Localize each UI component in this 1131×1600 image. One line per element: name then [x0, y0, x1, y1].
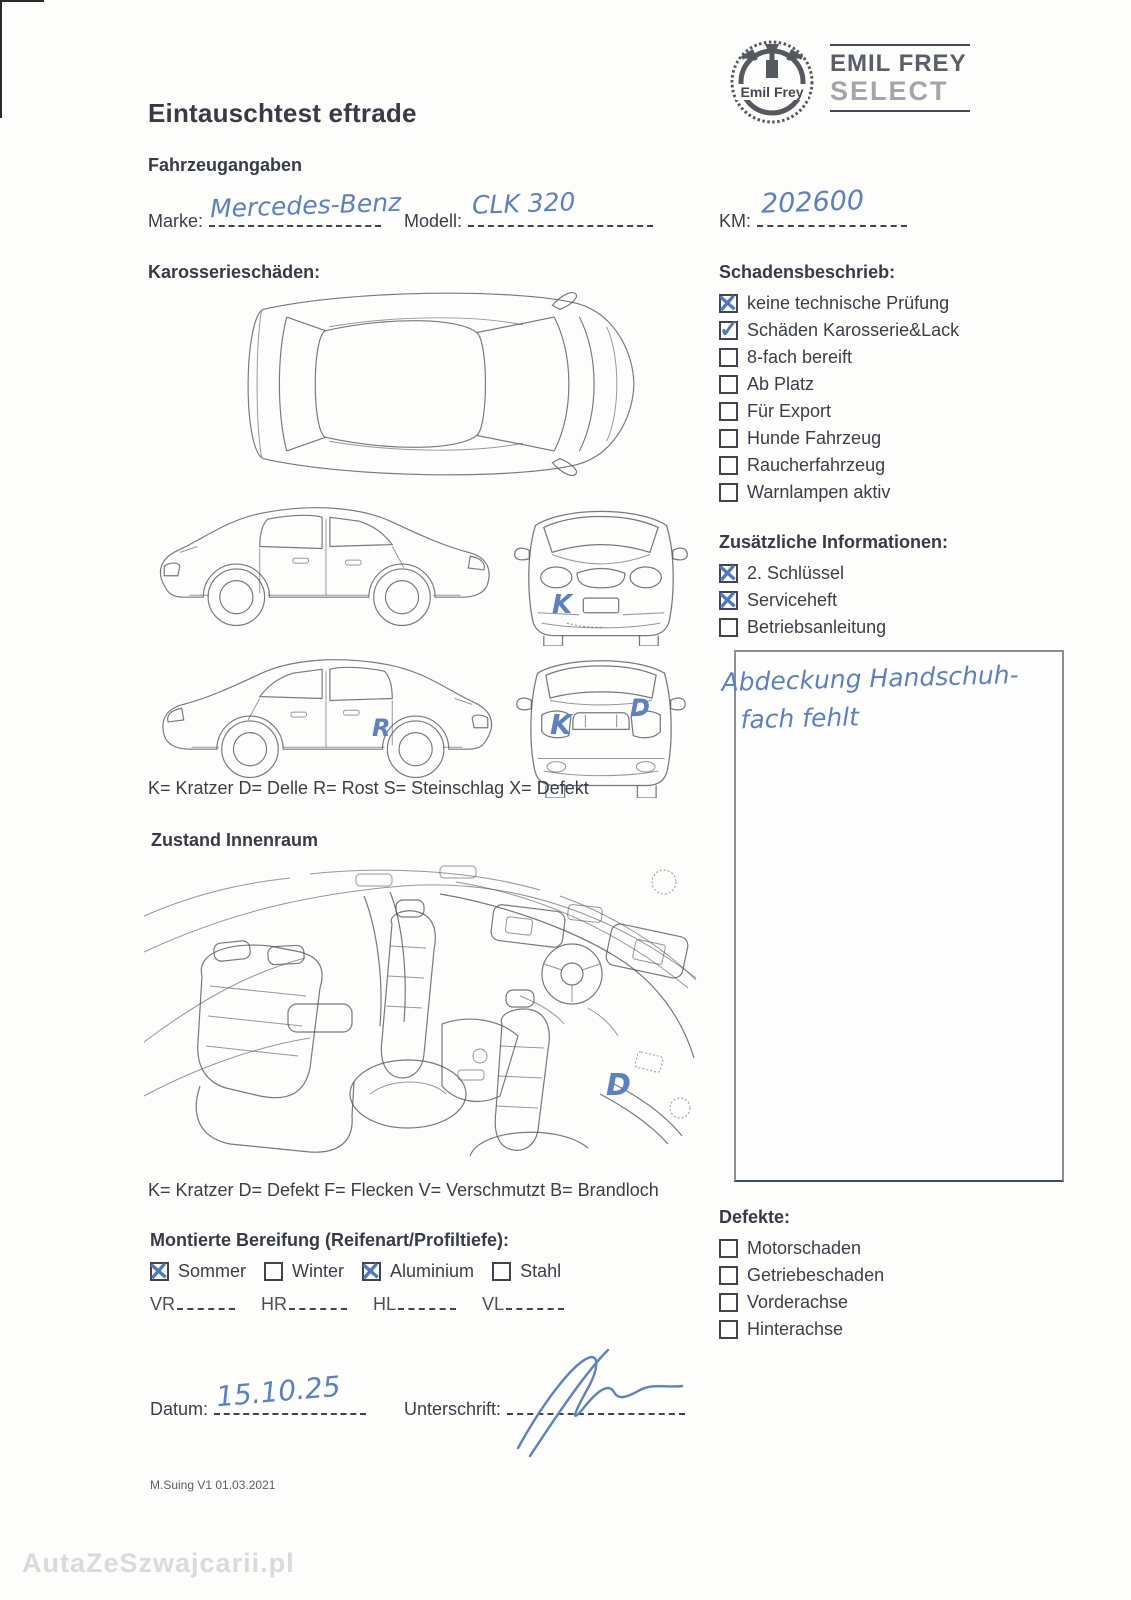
damage-checkbox [719, 483, 738, 502]
marke-label: Marke: [148, 211, 204, 231]
damage-checkbox [719, 348, 738, 367]
defects-checkbox-list [719, 1235, 884, 1343]
tire-options [150, 1261, 579, 1282]
tire-position [261, 1290, 347, 1315]
car-rear-view-diagram [508, 642, 694, 798]
additional-info-checkbox-row [719, 587, 886, 614]
damage-checkbox [719, 321, 738, 340]
damage-checkbox-label: keine technische Prüfung [747, 293, 950, 313]
damage-checkbox-row [719, 344, 959, 371]
unterschrift-label: Unterschrift: [404, 1399, 502, 1419]
annotation-interior-defekt: D [606, 1068, 631, 1103]
body-damage-legend: K= Kratzer D= Delle R= Rost S= Steinschlag X= Defekt [148, 778, 589, 798]
section-fahrzeugangaben: Fahrzeugangaben [148, 155, 303, 175]
additional-info-checkbox [719, 618, 738, 637]
defects-checkbox [719, 1266, 738, 1285]
damage-checkbox [719, 375, 738, 394]
tire-position-label: VL [482, 1294, 505, 1314]
damage-checkbox-label: Schäden Karosserie&Lack [747, 320, 960, 340]
tire-option [264, 1261, 344, 1282]
tire-position [150, 1290, 235, 1315]
defects-checkbox-row [719, 1235, 884, 1262]
tire-position-label: HR [261, 1294, 288, 1314]
defects-checkbox-row [719, 1289, 884, 1316]
tire-option-label: Sommer [178, 1261, 247, 1281]
modell-label: Modell: [404, 211, 463, 231]
datum-label: Datum: [150, 1399, 209, 1419]
damage-checkbox-row [719, 425, 959, 452]
damage-checkbox-row [719, 452, 959, 479]
section-zustand-innenraum: Zustand Innenraum [151, 830, 319, 850]
car-right-side-view-diagram [150, 642, 502, 794]
field-datum [150, 1369, 366, 1420]
modell-value-handwritten: CLK 320 [471, 187, 576, 220]
remarks-line-2: fach fehlt [740, 701, 860, 734]
tire-option-label: Aluminium [390, 1261, 475, 1281]
additional-info-checkbox-label: 2. Schlüssel [747, 563, 845, 583]
emil-frey-emblem-icon [728, 38, 816, 126]
km-value-handwritten: 202600 [760, 185, 865, 220]
remarks-line-1: Abdeckung Handschuh- [721, 660, 1019, 697]
section-bereifung: Montierte Bereifung (Reifenart/Profiltiefe): [150, 1230, 510, 1250]
tire-checkbox [492, 1262, 511, 1281]
car-top-view-diagram [232, 288, 640, 480]
damage-checkbox [719, 294, 738, 313]
defects-checkbox-label: Getriebeschaden [747, 1265, 885, 1285]
additional-info-checkbox [719, 564, 738, 583]
page-title: Eintauschtest eftrade [148, 98, 417, 128]
section-defekte: Defekte: [719, 1207, 791, 1227]
logo-rule-bottom [830, 110, 970, 112]
datum-value-handwritten: 15.10.25 [214, 1369, 342, 1414]
damage-checkbox [719, 456, 738, 475]
damage-checkbox-row [719, 398, 959, 425]
defects-checkbox [719, 1293, 738, 1312]
section-karosserieschaeden: Karosserieschäden: [148, 262, 321, 282]
logo-line2: SELECT [830, 75, 949, 106]
form-version: M.Suing V1 01.03.2021 [150, 1478, 276, 1492]
tire-option [150, 1261, 246, 1282]
section-zusaetzliche-informationen: Zusätzliche Informationen: [719, 532, 949, 552]
damage-checkbox-label: Ab Platz [747, 374, 815, 394]
tire-option [492, 1261, 561, 1282]
defects-checkbox-label: Vorderachse [747, 1292, 849, 1312]
defects-checkbox-label: Motorschaden [747, 1238, 862, 1258]
km-label: KM: [719, 211, 752, 231]
tire-position-label: VR [150, 1294, 176, 1314]
marke-value-handwritten: Mercedes-Benz [209, 187, 402, 224]
defects-checkbox-row [719, 1262, 884, 1289]
damage-checkbox [719, 402, 738, 421]
car-interior-diagram [140, 856, 700, 1168]
remarks-handwritten [721, 656, 1020, 739]
tire-checkbox [150, 1262, 169, 1281]
additional-info-checkbox-list [719, 560, 886, 641]
damage-checkbox-label: 8-fach bereift [747, 347, 853, 367]
logo-rule-top [830, 44, 970, 46]
defects-checkbox [719, 1239, 738, 1258]
scan-artifact-top [0, 0, 44, 2]
interior-legend: K= Kratzer D= Defekt F= Flecken V= Verschmutzt B= Brandloch [148, 1180, 659, 1200]
logo-line1: EMIL FREY [830, 50, 967, 77]
tire-checkbox [362, 1262, 381, 1281]
additional-info-checkbox [719, 591, 738, 610]
annotation-side-rost: R [372, 714, 391, 742]
additional-info-checkbox-label: Serviceheft [747, 590, 838, 610]
tire-option-label: Stahl [520, 1261, 562, 1281]
tire-position-line [289, 1290, 347, 1310]
damage-checkbox-row [719, 479, 959, 506]
damage-checkbox-label: Hunde Fahrzeug [747, 428, 882, 448]
tire-position-line [177, 1290, 235, 1310]
tire-checkbox [264, 1262, 283, 1281]
annotation-rear-delle: D [630, 694, 650, 722]
tire-position [482, 1290, 564, 1315]
scan-artifact-left [0, 0, 2, 118]
annotation-front-kratzer: K [552, 590, 573, 620]
damage-checkbox [719, 429, 738, 448]
field-marke [148, 187, 402, 232]
field-modell [404, 187, 653, 232]
additional-info-checkbox-label: Betriebsanleitung [747, 617, 887, 637]
annotation-rear-kratzer: K [550, 708, 572, 741]
defects-checkbox [719, 1320, 738, 1339]
damage-checkbox-row [719, 317, 959, 344]
damage-checkbox-row [719, 371, 959, 398]
emblem-text: Emil Frey [740, 84, 804, 100]
damage-checkbox-label: Raucherfahrzeug [747, 455, 886, 475]
defects-checkbox-row [719, 1316, 884, 1343]
signature-handwritten [500, 1348, 700, 1458]
car-left-side-view-diagram [150, 490, 502, 642]
additional-info-checkbox-row [719, 614, 886, 641]
car-front-view-diagram [508, 490, 694, 646]
tire-position [373, 1290, 456, 1315]
damage-checkbox-label: Für Export [747, 401, 832, 421]
additional-info-checkbox-row [719, 560, 886, 587]
field-km [719, 185, 907, 232]
watermark: AutaZeSzwajcarii.pl [22, 1548, 295, 1578]
emil-frey-logo [728, 38, 978, 128]
tire-positions [150, 1290, 590, 1315]
tire-option [362, 1261, 474, 1282]
tire-position-line [506, 1290, 564, 1310]
damage-checkbox-list [719, 290, 959, 506]
damage-checkbox-row [719, 290, 959, 317]
defects-checkbox-label: Hinterachse [747, 1319, 844, 1339]
section-schadensbeschrieb: Schadensbeschrieb: [719, 262, 896, 282]
damage-checkbox-label: Warnlampen aktiv [747, 482, 891, 502]
tire-position-label: HL [373, 1294, 397, 1314]
tire-position-line [398, 1290, 456, 1310]
tire-option-label: Winter [292, 1261, 345, 1281]
